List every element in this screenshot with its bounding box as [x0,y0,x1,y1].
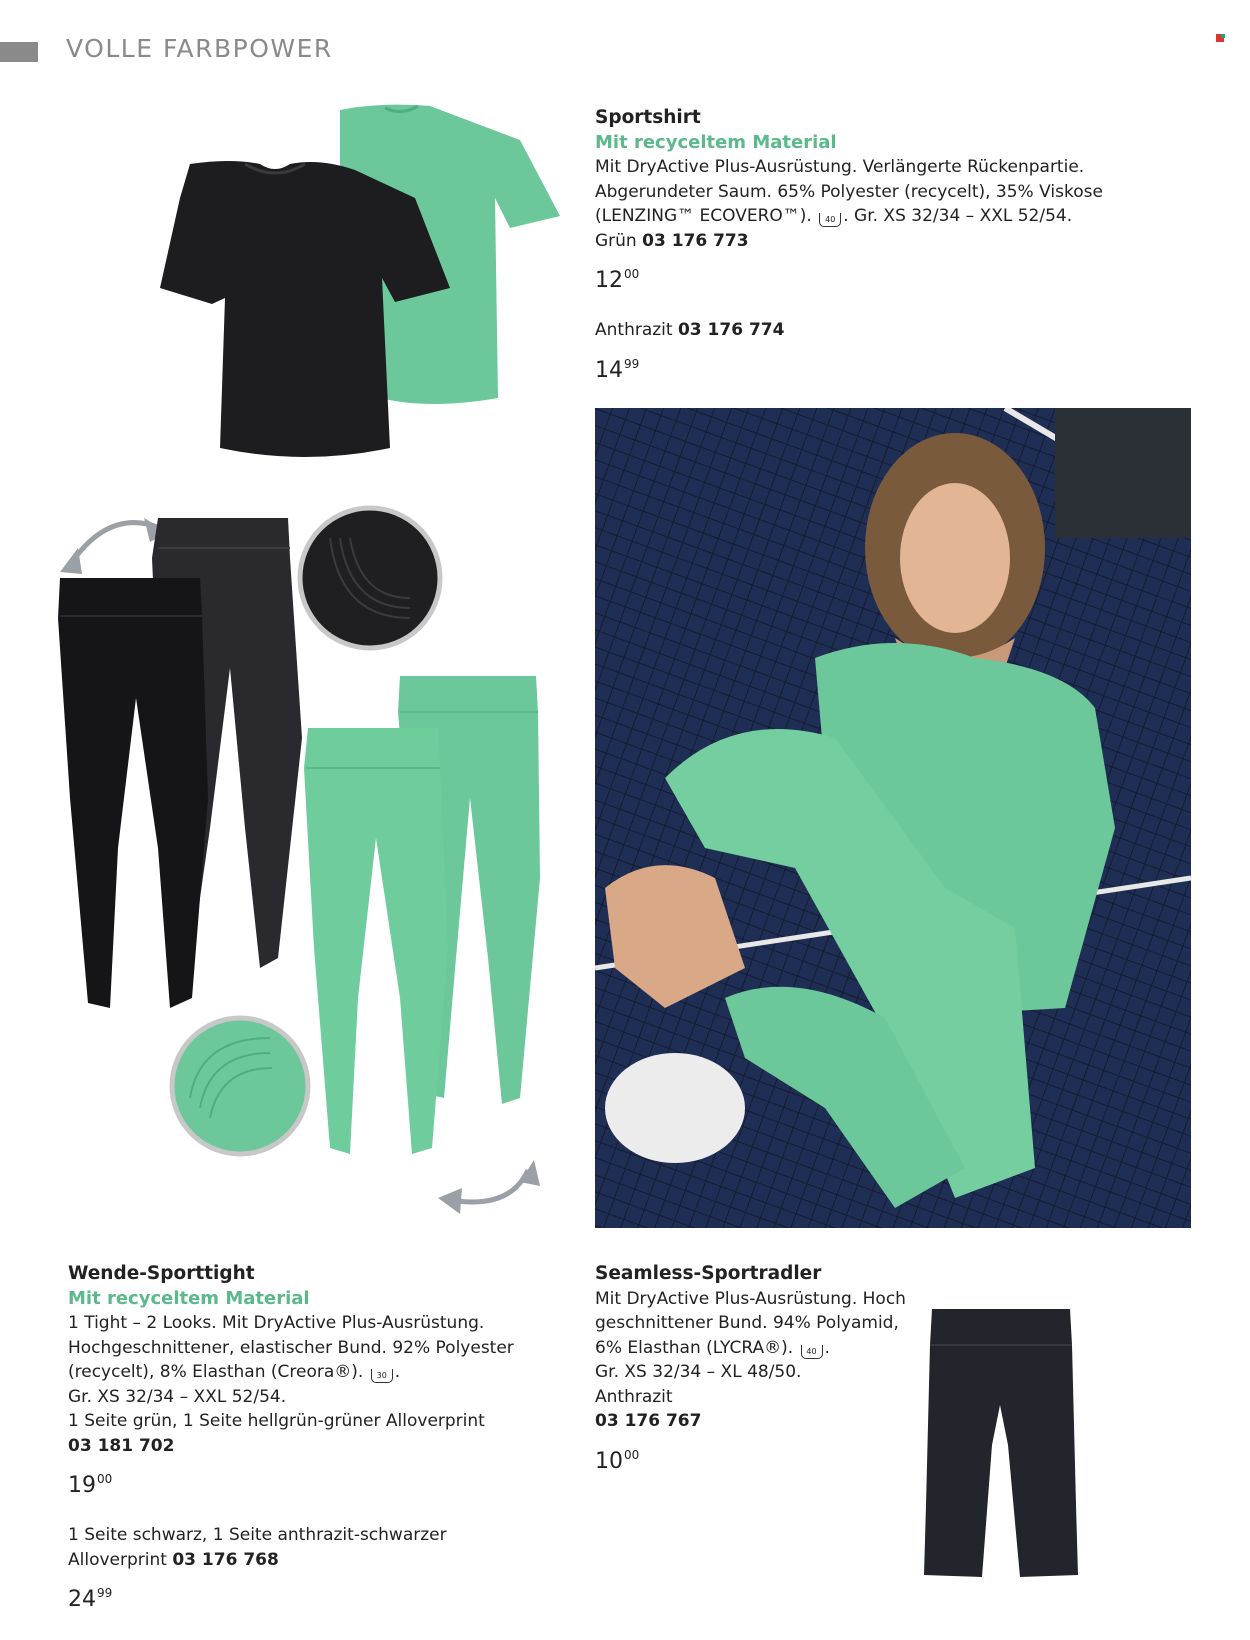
radler-desc-3: 6% Elasthan (LYCRA®). 40 . [595,1337,830,1358]
radler-price: $10^{00}$ [595,1447,640,1474]
wash-icon: 30 [371,1369,393,1383]
wash-icon: 40 [819,213,841,227]
tight-desc-2: Hochgeschnittener, elastischer Bund. 92% Polyester [68,1337,514,1358]
sportshirt-desc-1: Mit DryActive Plus-Ausrüstung. Verlängerte Rückenpartie. [595,157,1085,177]
black-tight [58,578,208,1008]
sportshirt-variant-2: Anthrazit 03 176 774 [595,320,785,340]
tight-desc-4: Gr. XS 32/34 – XXL 52/54. [68,1386,287,1407]
sportshirt-product-image [100,98,570,468]
green-tight-front [304,728,448,1154]
radler-color: Anthrazit [595,1386,673,1407]
sportshirt-desc-2: Abgerundeter Saum. 65% Polyester (recycelt), 35% Viskose [595,181,1103,202]
tight-variant-1-code: 03 181 702 [68,1435,175,1456]
black-fabric-detail [300,508,440,648]
sportshirt-price-2: $14^{99}$ [595,356,640,383]
radler-title: Seamless-Sportradler [595,1263,822,1284]
tight-variant-1-desc: 1 Seite grün, 1 Seite hellgrün-grüner Alloverprint [68,1411,485,1431]
lifestyle-photo [595,408,1191,1228]
radler-product-image [920,1305,1080,1580]
tight-product-image [40,498,580,1238]
tight-variant-2: Alloverprint 03 176 768 [68,1549,279,1570]
tight-price-2: $24^{99}$ [68,1586,113,1612]
sportshirt-block [595,106,1215,386]
tight-price-1: $19^{00}$ [68,1472,113,1498]
radler-code: 03 176 767 [595,1411,702,1431]
wash-icon: 40 [801,1345,823,1359]
sportshirt-desc-3: (LENZING™ ECOVERO™). 40 . Gr. XS 32/34 – XXL 52/54. [595,206,1073,226]
swap-arrow-icon-bottom [450,1170,528,1202]
tight-title: Wende-Sporttight [68,1263,255,1284]
tight-block [68,1262,568,1615]
tight-subtitle: Mit recyceltem Material [68,1287,310,1309]
page-title: VOLLE FARBPOWER [66,34,333,63]
brand-mark-accent [1221,34,1225,38]
radler-desc-1: Mit DryActive Plus-Ausrüstung. Hoch [595,1288,906,1309]
sportshirt-price-1: $12^{00}$ [595,267,640,293]
section-tab-marker [0,42,38,62]
tight-desc-3: (recycelt), 8% Elasthan (Creora®). 30 . [68,1362,401,1382]
radler-block [595,1262,915,1477]
sportshirt-subtitle: Mit recyceltem Material [595,131,837,153]
radler-desc-4: Gr. XS 32/34 – XL 48/50. [595,1362,802,1382]
sportshirt-variant-1: Grün 03 176 773 [595,230,749,251]
tight-desc-1: 1 Tight – 2 Looks. Mit DryActive Plus-Ausrüstung. [68,1313,485,1333]
sportshirt-title: Sportshirt [595,107,701,128]
tight-variant-2-desc: 1 Seite schwarz, 1 Seite anthrazit-schwarzer [68,1525,447,1545]
radler-desc-2: geschnittener Bund. 94% Polyamid, [595,1313,899,1333]
